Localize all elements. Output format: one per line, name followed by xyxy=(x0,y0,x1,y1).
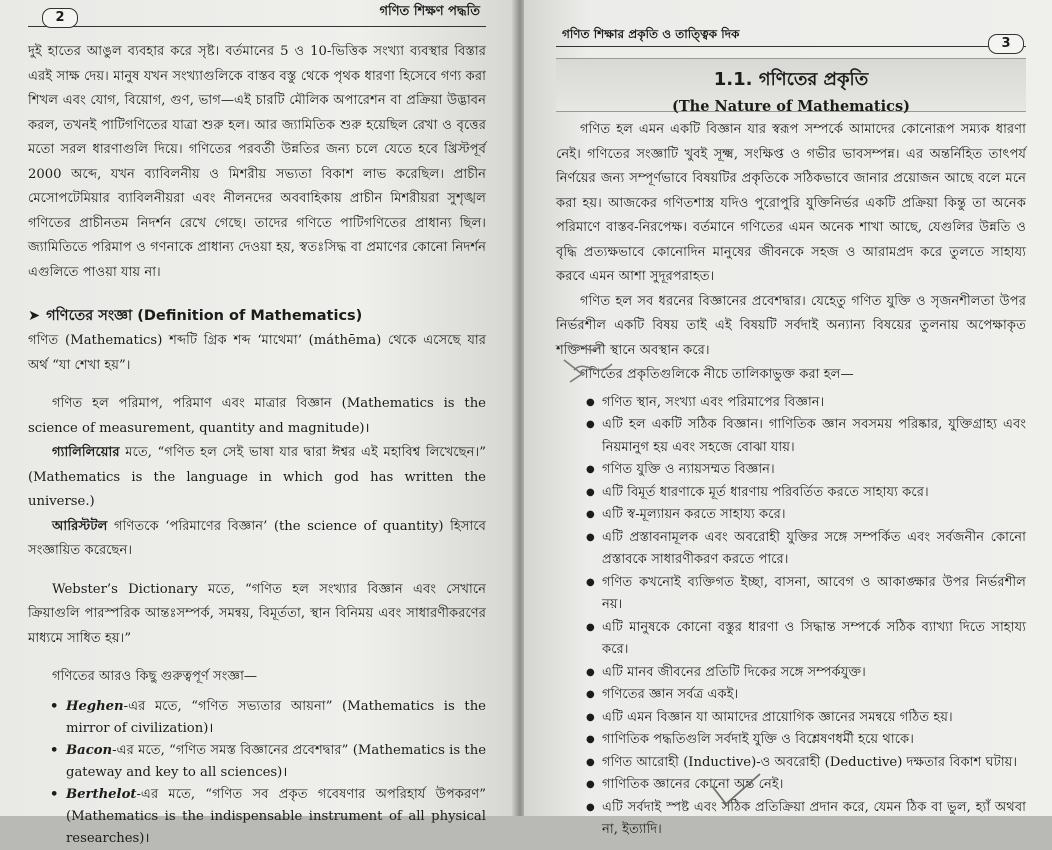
webster-quote: Webster’s Dictionary মতে, “গণিত হল সংখ্যার বিজ্ঞান এবং সেখানে ক্রিয়াগুলি পারস্পরিক আন্তঃসম্পর্ক, সমন্বয়, বিমূর্ততা, স্থান বিনিময় এবং সাধারণীকরণের মাধ্যমে সাধিত হয়।” xyxy=(28,581,486,646)
intro-paragraph: দুই হাতের আঙুল ব্যবহার করে সৃষ্ট। বর্তমানের 5 ও 10-ভিত্তিক সংখ্যা ব্যবস্থার বিস্তার এরই সাক্ষ দেয়। মানুষ যখন সংখ্যাগুলিকে বাস্তব বস্তু থেকে পৃথক ধারণা হিসেবে গণ্য করা শিখল এবং যোগ, বিয়োগ, গুণ, ভাগ—এই চারটি মৌলিক অপারেশন বা প্রক্রিয়া উদ্ভাবন করল, তখনই পাটিগণিতের যাত্রা শুরু হল। আর জ্যামিতিক শুরু হয়েছিল রেখা ও বৃত্তের মতো সরল ধারণাগুলি দিয়ে। গণিতের পরবর্তী উন্নতির জন্য চলে যেতে হবে খ্রিস্টপূর্ব 2000 অব্দে, যখন ব্যাবিলনীয় ও মিশরীয় সভ্যতা বিকাশ লাভ করেছিল। প্রাচীন মেসোপটেমিয়ার ব্যাবিলনীয়রা এবং নীলনদের অববাহিকায় প্রাচীন মিশরীয়রা সুশৃঙ্খল গণিতের প্রাচীনতম নিদর্শন রেখে গেছে। তাদের গণিতে পাটিগণিতের প্রাধান্য ছিল। জ্যামিতিতে পরিমাপ ও গণনাকে প্রাধান্য দেওয়া হয়, স্বতঃসিদ্ধ বা প্রমাণের কোনো নিদর্শন এগুলিতে পাওয়া যায় না। xyxy=(28,44,486,280)
list-item: ● এটি সর্বদাই স্পষ্ট এবং সঠিক প্রতিক্রিয়া প্রদান করে, যেমন ঠিক বা ভুল, হ্যাঁ অথবা না, ইত্যাদি। xyxy=(586,797,1026,842)
more-definitions-intro: গণিতের আরও কিছু গুরুত্বপূর্ণ সংজ্ঞা— xyxy=(52,669,258,684)
left-page xyxy=(0,0,516,846)
nature-paragraph-2: গণিত হল সব ধরনের বিজ্ঞানের প্রবেশদ্বার। যেহেতু গণিত যুক্তি ও সৃজনশীলতা উপর নির্ভরশীল একটি বিষয় তাই এই বিষয়টি সর্বদাই অন্যান্য বিষয়ের তুলনায় অপেক্ষাকৃত শক্তিশালী স্থানে অবস্থান করে। xyxy=(556,293,1026,358)
aristotle-name: আরিস্টটল xyxy=(52,518,108,534)
section-title-box xyxy=(556,58,1026,115)
quote-list xyxy=(28,696,486,850)
list-item: • Heghen-এর মতে, “গণিত সভ্যতার আয়না” (Mathematics is the mirror of civilization)। xyxy=(50,696,486,740)
arrow-bullet-icon: ➤ xyxy=(28,308,41,324)
list-item: ● গণিত কখনোই ব্যক্তিগত ইচ্ছা, বাসনা, আবেগ ও আকাঙ্ক্ষার উপর নির্ভরশীল নয়। xyxy=(586,572,1026,617)
list-item: ● এটি প্রস্তাবনামূলক এবং অবরোহী যুক্তির সঙ্গে সম্পর্কিত এবং সর্বজনীন কোনো প্রস্তাবকে সাধারণীকরণ করতে পারে। xyxy=(586,527,1026,572)
running-title: গণিত শিক্ষার প্রকৃতি ও তাত্ত্বিক দিক xyxy=(562,27,740,41)
list-item: ● গণিত আরোহী (Inductive)-ও অবরোহী (Deductive) দক্ষতার বিকাশ ঘটায়। xyxy=(586,752,1026,775)
list-item: • Berthelot-এর মতে, “গণিত সব প্রকৃত গবেষণার অপরিহার্য উপকরণ” (Mathematics is the indispensable instrument of all physical researches)। xyxy=(50,784,486,850)
list-item: ● এটি হল একটি সঠিক বিজ্ঞান। গাণিতিক জ্ঞান সবসময় পরিষ্কার, যুক্তিগ্রাহ্য এবং নিয়মানুগ হয় এবং সহজে বোঝা যায়। xyxy=(586,414,1026,459)
list-item: ● এটি মানব জীবনের প্রতিটি দিকের সঙ্গে সম্পর্কযুক্ত। xyxy=(586,662,1026,685)
list-item: ● এটি মানুষকে কোনো বস্তুর ধারণা ও সিদ্ধান্ত সম্পর্কে সঠিক ব্যাখ্যা দিতে সাহায্য করে। xyxy=(586,617,1026,662)
list-item: ● এটি এমন বিজ্ঞান যা আমাদের প্রায়োগিক জ্ঞানের সমন্বয়ে গঠিত হয়। xyxy=(586,707,1026,730)
definition-paragraph: গণিত (Mathematics) শব্দটি গ্রিক শব্দ ‘মাথেমা’ (máthēma) থেকে এসেছে যার অর্থ “যা শেখা হয়”। xyxy=(28,333,486,373)
right-page xyxy=(524,0,1052,837)
list-item: ● গাণিতিক পদ্ধতিগুলি সর্বদাই যুক্তি ও বিশ্লেষণধর্মী হয়ে থাকে। xyxy=(586,729,1026,752)
right-body xyxy=(556,118,1026,842)
section-subtitle: (The Nature of Mathematics) xyxy=(672,98,910,115)
right-running-head xyxy=(556,24,1026,51)
nature-bullet-list xyxy=(556,392,1026,842)
list-item: ● গণিত যুক্তি ও ন্যায়সম্মত বিজ্ঞান। xyxy=(586,459,1026,482)
list-item: ● গণিতের জ্ঞান সর্বত্র একই। xyxy=(586,684,1026,707)
page-number: 2 xyxy=(42,8,78,28)
page-number: 3 xyxy=(988,34,1024,54)
list-intro: গণিতের প্রকৃতিগুলিকে নীচে তালিকাভুক্ত করা হল— xyxy=(580,367,854,382)
galileo-name: গ্যালিলিয়োর xyxy=(52,445,120,460)
list-item: ● গণিত স্থান, সংখ্যা এবং পরিমাপের বিজ্ঞান। xyxy=(586,392,1026,415)
left-running-head xyxy=(28,0,486,27)
list-item: ● এটি বিমূর্ত ধারণাকে মূর্ত ধারণায় পরিবর্তিত করতে সাহায্য করে। xyxy=(586,482,1026,505)
definition-science: গণিত হল পরিমাপ, পরিমাণ এবং মাত্রার বিজ্ঞান (Mathematics is the science of measurement, quantity and magnitude)। xyxy=(28,396,486,436)
section-title: 1.1. গণিতের প্রকৃতি xyxy=(713,69,869,90)
nature-paragraph-1: গণিত হল এমন একটি বিজ্ঞান যার স্বরূপ সম্পর্কে আমাদের কোনোরূপ সম্যক ধারণা নেই। গণিতের সংজ্ঞাটি খুবই সূক্ষ্ম, সংক্ষিপ্ত ও গভীর ভাবসম্পন্ন। এর অন্তর্নিহিত তাৎপর্য নির্ণয়ের জন্য সম্পূর্ণভাবে বিষয়টির প্রকৃতিকে সঠিকভাবে জানার প্রয়োজন আছে বলে মনে করা হয়। আজকের গণিতশাস্ত্র যদিও পুরোপুরি যুক্তিনির্ভর একটি প্রক্রিয়া কিন্তু তা অনেক পরিমাণে বাস্তব-নিরপেক্ষ। বর্তমানে গণিতের এমন অনেক শাখা আছে, যেগুলির উন্নতি ও বৃদ্ধি প্রত্যক্ষভাবে কোনোদিন মানুষের জীবনকে সহজ ও আরামপ্রদ করে তুলতে সাহায্য করবে এমন আশা সুদূরপরাহত। xyxy=(556,122,1026,284)
list-item: ● এটি স্ব-মূল্যায়ন করতে সাহায্য করে। xyxy=(586,504,1026,527)
list-item: ● গাণিতিক জ্ঞানের কোনো অন্ত নেই। xyxy=(586,774,1026,797)
running-title: গণিত শিক্ষণ পদ্ধতি xyxy=(379,4,480,19)
aristotle-quote: আরিস্টটল গণিতকে ‘পরিমাণের বিজ্ঞান’ (the science of quantity) হিসাবে সংজ্ঞায়িত করেছেন। xyxy=(28,518,486,558)
list-item: • Bacon-এর মতে, “গণিত সমস্ত বিজ্ঞানের প্রবেশদ্বার” (Mathematics is the gateway and key to all sciences)। xyxy=(50,740,486,784)
left-body xyxy=(28,40,486,850)
galileo-quote: গ্যালিলিয়োর মতে, “গণিত হল সেই ভাষা যার দ্বারা ঈশ্বর এই মহাবিশ্ব লিখেছেন।” (Mathematics is the language in which god has written the universe.) xyxy=(28,445,486,509)
definition-heading: ➤ গণিতের সংজ্ঞা (Definition of Mathematics) xyxy=(28,308,363,324)
